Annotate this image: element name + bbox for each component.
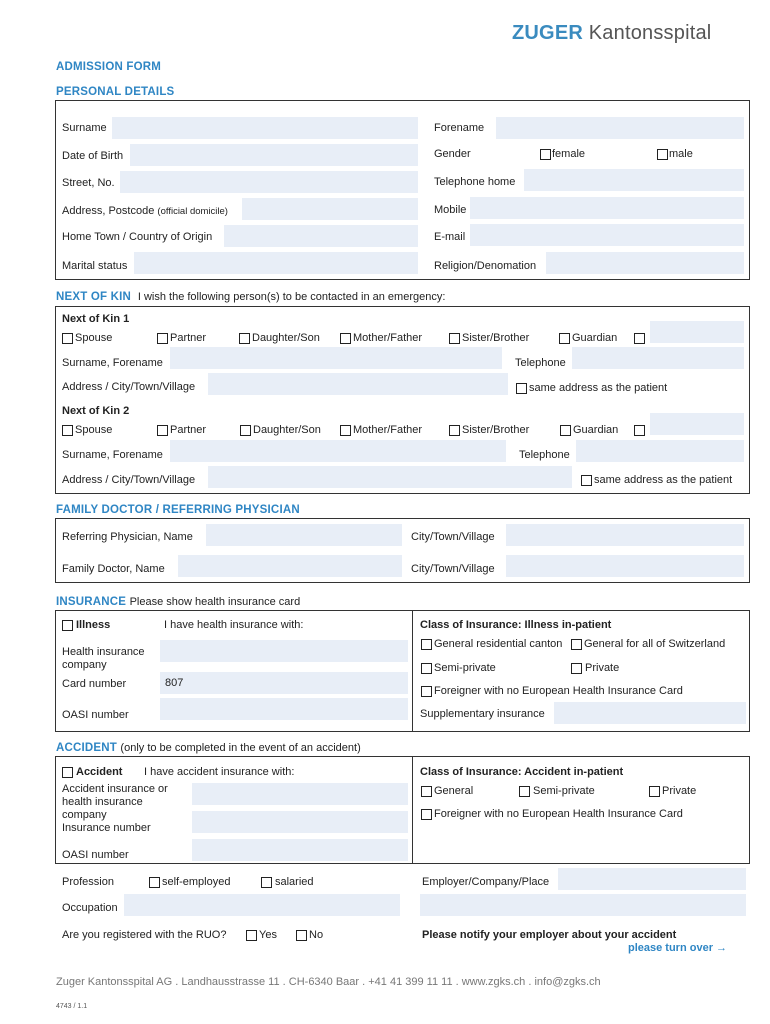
religion-field[interactable] xyxy=(546,252,744,274)
forename-label: Forename xyxy=(434,122,485,134)
dob-label: Date of Birth xyxy=(62,150,124,162)
dob-field[interactable] xyxy=(130,144,418,166)
kin1-same-address-label: same address as the patient xyxy=(529,382,668,394)
kin1-telephone-field[interactable] xyxy=(572,347,744,369)
accident-private-label: Private xyxy=(662,785,697,797)
occupation-label: Occupation xyxy=(62,902,118,914)
kin2-name-field[interactable] xyxy=(170,440,506,462)
family-doctor-label: Family Doctor, Name xyxy=(62,563,165,575)
male-checkbox[interactable] xyxy=(657,149,668,160)
ruo-question-label: Are you registered with the RUO? xyxy=(62,929,227,941)
kin2-daughter-son-checkbox[interactable] xyxy=(240,425,251,436)
accident-class-title: Class of Insurance: Accident in-patient xyxy=(420,766,624,778)
accident-semi-private-label: Semi-private xyxy=(533,785,595,797)
health-insurance-company-label: Health insurance company xyxy=(62,646,145,671)
kin1-address-field[interactable] xyxy=(208,373,508,395)
family-doctor-field[interactable] xyxy=(178,555,402,577)
general-switzerland-label: General for all of Switzerland xyxy=(584,638,726,650)
family-doctor-title: FAMILY DOCTOR / REFERRING PHYSICIAN xyxy=(56,504,300,516)
referring-city-field[interactable] xyxy=(506,524,744,546)
illness-semi-private-checkbox[interactable] xyxy=(421,663,432,674)
footer-address: Zuger Kantonsspital AG . Landhausstrasse 11 . CH-6340 Baar . +41 41 399 11 11 . www.zgks.ch . info@zgks.ch xyxy=(56,976,601,988)
address-note: (official domicile) xyxy=(157,206,228,217)
street-field[interactable] xyxy=(120,171,418,193)
accident-subtitle: (only to be completed in the event of an accident) xyxy=(120,742,361,754)
kin2-daughter-son-label: Daughter/Son xyxy=(253,424,321,436)
referring-physician-label: Referring Physician, Name xyxy=(62,531,193,543)
marital-label: Marital status xyxy=(62,260,128,272)
oasi-number-label: OASI number xyxy=(62,709,129,721)
ruo-yes-label: Yes xyxy=(259,929,277,941)
please-turn-over: please turn over → xyxy=(628,942,728,954)
female-label: female xyxy=(552,148,586,160)
ruo-no-label: No xyxy=(309,929,324,941)
kin2-spouse-checkbox[interactable] xyxy=(62,425,73,436)
street-label: Street, No. xyxy=(62,177,115,189)
kin2-heading: Next of Kin 2 xyxy=(62,405,130,417)
gender-label: Gender xyxy=(434,148,471,160)
self-employed-checkbox[interactable] xyxy=(149,877,160,888)
female-checkbox[interactable] xyxy=(540,149,551,160)
kin2-other-field[interactable] xyxy=(650,413,744,435)
tel-home-field[interactable] xyxy=(524,169,744,191)
kin1-telephone-label: Telephone xyxy=(515,357,566,369)
kin2-mother-father-checkbox[interactable] xyxy=(340,425,351,436)
insurance-title xyxy=(56,596,300,608)
kin1-sister-brother-checkbox[interactable] xyxy=(449,333,460,344)
general-canton-label: General residential canton xyxy=(434,638,563,650)
email-label: E-mail xyxy=(434,231,466,243)
logo xyxy=(512,22,711,45)
personal-details-title: PERSONAL DETAILS xyxy=(56,86,175,98)
kin1-daughter-son-checkbox[interactable] xyxy=(239,333,250,344)
kin1-daughter-son-label: Daughter/Son xyxy=(252,332,320,344)
form-code: 4743 / 1.1 xyxy=(56,1003,88,1010)
religion-label: Religion/Denomation xyxy=(434,260,537,272)
kin2-address-field[interactable] xyxy=(208,466,572,488)
kin2-telephone-field[interactable] xyxy=(576,440,744,462)
next-of-kin-title xyxy=(56,291,445,303)
address-field[interactable] xyxy=(242,198,418,220)
kin2-spouse-label: Spouse xyxy=(75,424,113,436)
kin1-spouse-label: Spouse xyxy=(75,332,113,344)
illness-private-checkbox[interactable] xyxy=(571,663,582,674)
kin1-guardian-label: Guardian xyxy=(572,332,618,344)
form-title: ADMISSION FORM xyxy=(56,61,162,73)
illness-private-label: Private xyxy=(585,662,620,674)
kin1-sister-brother-label: Sister/Brother xyxy=(462,332,530,344)
accident-foreigner-checkbox[interactable] xyxy=(421,809,432,820)
kin1-address-label: Address / City/Town/Village xyxy=(62,381,196,393)
kin2-partner-label: Partner xyxy=(170,424,207,436)
illness-class-title: Class of Insurance: Illness in-patient xyxy=(420,619,612,631)
health-insurance-company-field[interactable] xyxy=(160,640,408,662)
next-of-kin-heading: NEXT OF KIN xyxy=(56,291,132,303)
kin2-telephone-label: Telephone xyxy=(519,449,570,461)
illness-label: Illness xyxy=(76,619,111,631)
ruo-no-checkbox[interactable] xyxy=(296,930,307,941)
general-canton-checkbox[interactable] xyxy=(421,639,432,650)
illness-checkbox[interactable] xyxy=(62,620,73,631)
employer-field-2[interactable] xyxy=(420,894,746,916)
kin2-sister-brother-label: Sister/Brother xyxy=(462,424,530,436)
insurance-subtitle: Please show health insurance card xyxy=(129,596,301,608)
kin1-partner-label: Partner xyxy=(170,332,207,344)
kin1-other-checkbox[interactable] xyxy=(634,333,645,344)
kin2-same-address-checkbox[interactable] xyxy=(581,475,592,486)
accident-company-field[interactable] xyxy=(192,783,408,805)
accident-company-label: Accident insurance or health insurance company xyxy=(62,783,168,821)
kin2-other-checkbox[interactable] xyxy=(634,425,645,436)
salaried-checkbox[interactable] xyxy=(261,877,272,888)
kin1-mother-father-checkbox[interactable] xyxy=(340,333,351,344)
kin2-guardian-label: Guardian xyxy=(573,424,619,436)
accident-oasi-field[interactable] xyxy=(192,839,408,861)
hometown-field[interactable] xyxy=(224,225,418,247)
accident-oasi-label: OASI number xyxy=(62,849,129,861)
accident-label: Accident xyxy=(76,766,123,778)
kin1-heading: Next of Kin 1 xyxy=(62,313,130,325)
kin1-spouse-checkbox[interactable] xyxy=(62,333,73,344)
address-label-text: Address, Postcode xyxy=(62,205,155,217)
accident-heading: ACCIDENT xyxy=(56,742,118,754)
hometown-label: Home Town / Country of Origin xyxy=(62,231,213,243)
forename-field[interactable] xyxy=(496,117,744,139)
self-employed-label: self-employed xyxy=(162,876,231,888)
referring-physician-field[interactable] xyxy=(206,524,402,546)
notify-employer-text: Please notify your employer about your accident xyxy=(422,929,677,941)
profession-label: Profession xyxy=(62,876,114,888)
general-switzerland-checkbox[interactable] xyxy=(571,639,582,650)
illness-foreigner-checkbox[interactable] xyxy=(421,686,432,697)
kin1-name-field[interactable] xyxy=(170,347,502,369)
tel-home-label: Telephone home xyxy=(434,176,516,188)
illness-foreigner-label: Foreigner with no European Health Insurance Card xyxy=(434,685,683,697)
family-doctor-city-field[interactable] xyxy=(506,555,744,577)
kin2-name-label: Surname, Forename xyxy=(62,449,163,461)
accident-semi-private-checkbox[interactable] xyxy=(519,786,530,797)
next-of-kin-subtitle: I wish the following person(s) to be contacted in an emergency: xyxy=(137,291,446,303)
kin2-address-label: Address / City/Town/Village xyxy=(62,474,196,486)
email-field[interactable] xyxy=(470,224,744,246)
accident-general-label: General xyxy=(434,785,474,797)
card-number-label: Card number xyxy=(62,678,127,690)
employer-field[interactable] xyxy=(558,868,746,890)
accident-checkbox[interactable] xyxy=(62,767,73,778)
address-label xyxy=(62,205,228,217)
accident-divider xyxy=(412,756,413,863)
surname-field[interactable] xyxy=(112,117,418,139)
ruo-yes-checkbox[interactable] xyxy=(246,930,257,941)
kin2-mother-father-label: Mother/Father xyxy=(353,424,423,436)
kin2-guardian-checkbox[interactable] xyxy=(560,425,571,436)
marital-field[interactable] xyxy=(134,252,418,274)
kin1-mother-father-label: Mother/Father xyxy=(353,332,423,344)
kin2-partner-checkbox[interactable] xyxy=(157,425,168,436)
accident-insurance-with-label: I have accident insurance with: xyxy=(144,766,295,778)
accident-general-checkbox[interactable] xyxy=(421,786,432,797)
accident-foreigner-label: Foreigner with no European Health Insurance Card xyxy=(434,808,683,820)
surname-label: Surname xyxy=(62,122,107,134)
supplementary-insurance-field[interactable] xyxy=(554,702,746,724)
insurance-heading: INSURANCE xyxy=(56,596,127,608)
accident-private-checkbox[interactable] xyxy=(649,786,660,797)
oasi-number-field[interactable] xyxy=(160,698,408,720)
kin1-partner-checkbox[interactable] xyxy=(157,333,168,344)
kin2-sister-brother-checkbox[interactable] xyxy=(449,425,460,436)
logo-brand: ZUGER xyxy=(512,22,583,44)
kin1-name-label: Surname, Forename xyxy=(62,357,163,369)
occupation-field[interactable] xyxy=(124,894,400,916)
card-number-field[interactable]: 807 xyxy=(160,672,408,694)
supplementary-insurance-label: Supplementary insurance xyxy=(420,708,545,720)
referring-city-label: City/Town/Village xyxy=(411,531,495,543)
illness-semi-private-label: Semi-private xyxy=(434,662,496,674)
insurance-number-field[interactable] xyxy=(192,811,408,833)
kin2-same-address-label: same address as the patient xyxy=(594,474,733,486)
kin1-other-field[interactable] xyxy=(650,321,744,343)
kin1-guardian-checkbox[interactable] xyxy=(559,333,570,344)
health-insurance-with-label: I have health insurance with: xyxy=(164,619,304,631)
insurance-number-label: Insurance number xyxy=(62,822,151,834)
male-label: male xyxy=(669,148,693,160)
logo-name: Kantonsspital xyxy=(588,22,712,44)
insurance-divider xyxy=(412,610,413,731)
salaried-label: salaried xyxy=(275,876,314,888)
kin1-same-address-checkbox[interactable] xyxy=(516,383,527,394)
accident-title xyxy=(56,742,361,754)
mobile-label: Mobile xyxy=(434,204,467,216)
family-doctor-city-label: City/Town/Village xyxy=(411,563,495,575)
mobile-field[interactable] xyxy=(470,197,744,219)
employer-label: Employer/Company/Place xyxy=(422,876,550,888)
